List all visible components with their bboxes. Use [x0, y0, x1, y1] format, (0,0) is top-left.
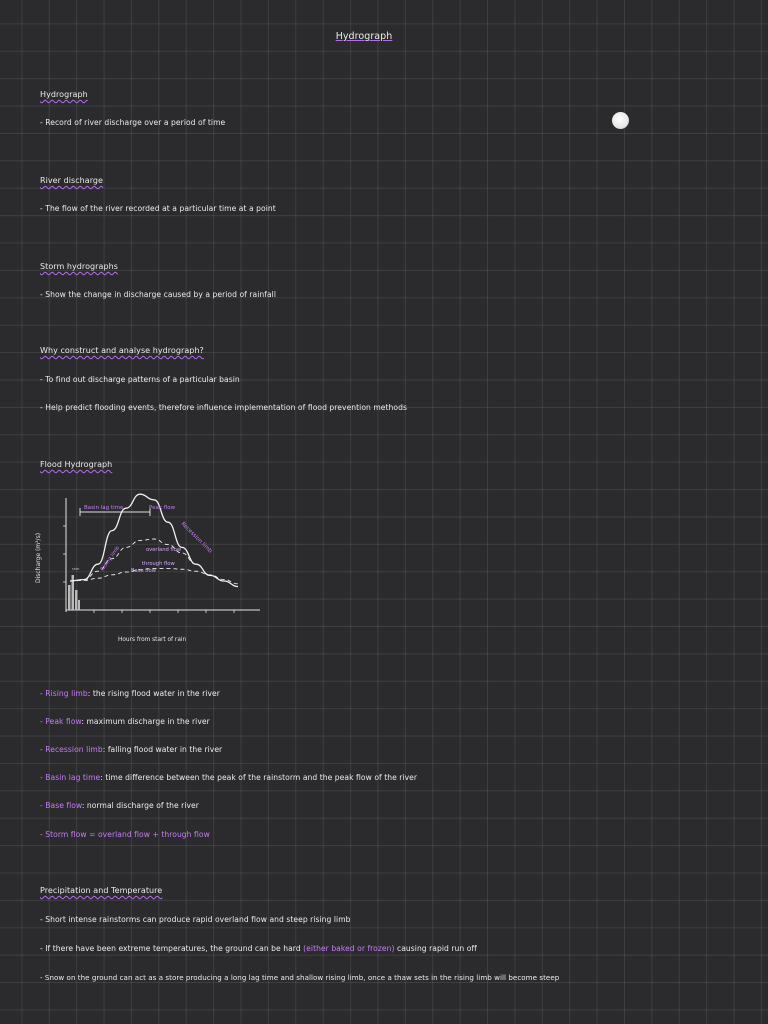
heading-precipitation: Precipitation and Temperature [40, 886, 163, 895]
definition-item: - Base flow: normal discharge of the river [40, 801, 199, 810]
rain-bar [75, 590, 78, 610]
label-base-flow: Base flow [131, 568, 156, 574]
label-overland-flow: overland flow [146, 547, 182, 553]
why-point-2: - Help predict flooding events, therefore influence implementation of flood prevention methods [40, 403, 407, 412]
label-recession-limb: Recession limb [179, 521, 213, 555]
heading-flood-hydrograph: Flood Hydrograph [40, 460, 113, 469]
precipitation-point-2: - If there have been extreme temperatures, the ground can be hard (either baked or frozen) causing rapid run off [40, 944, 477, 953]
storm-hydrographs-definition: - Show the change in discharge caused by a period of rainfall [40, 290, 276, 299]
definition-item: - Recession limb: falling flood water in the river [40, 745, 223, 754]
definition-item: - Storm flow = overland flow + through flow [40, 830, 210, 839]
river-discharge-definition: - The flow of the river recorded at a particular time at a point [40, 204, 276, 213]
heading-river-discharge: River discharge [40, 176, 104, 185]
why-point-1: - To find out discharge patterns of a particular basin [40, 375, 240, 384]
label-rain: rain [72, 566, 80, 571]
heading-why: Why construct and analyse hydrograph? [40, 346, 204, 355]
label-through-flow: through flow [142, 561, 175, 567]
definition-item: - Basin lag time: time difference between the peak of the rainstorm and the peak flow of the river [40, 773, 418, 782]
page-title: Hydrograph [335, 31, 393, 42]
y-axis-label: Discharge (m³/s) [35, 532, 42, 583]
rain-bar [78, 600, 80, 610]
rain-bar [68, 585, 71, 610]
definition-item: - Rising limb: the rising flood water in the river [40, 689, 220, 698]
precipitation-point-3: - Snow on the ground can act as a store producing a long lag time and shallow rising limb, once a thaw sets in the rising limb will become steep [40, 973, 560, 982]
heading-storm-hydrographs: Storm hydrographs [40, 262, 118, 271]
hydrograph-definition: - Record of river discharge over a period of time [40, 118, 226, 127]
label-peak-flow: Peak flow [149, 505, 176, 511]
precipitation-point-1: - Short intense rainstorms can produce rapid overland flow and steep rising limb [40, 915, 351, 924]
label-basin-lag-time: Basin lag time [84, 505, 124, 511]
x-axis-label: Hours from start of rain [118, 637, 187, 643]
heading-hydrograph: Hydrograph [40, 90, 88, 99]
definition-item: - Peak flow: maximum discharge in the river [40, 717, 210, 726]
label-rising-limb: Rising limb [99, 545, 122, 573]
